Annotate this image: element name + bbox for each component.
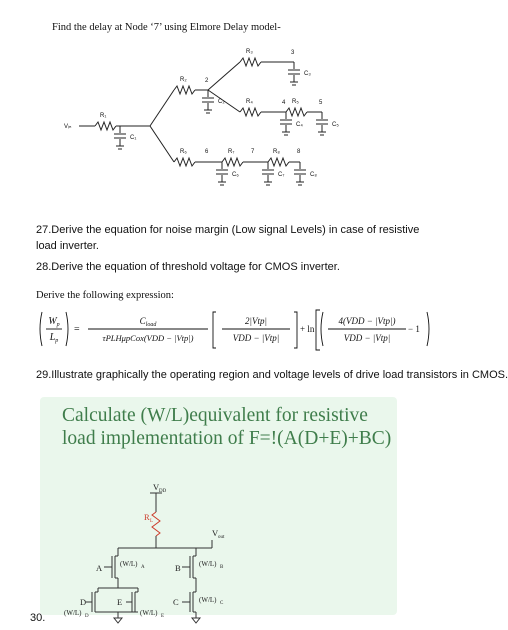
resistor-label: R₆ [180, 149, 187, 155]
svg-text:V: V [153, 482, 160, 492]
capacitor-label: C₈ [310, 172, 317, 178]
input-b-label: B [175, 563, 181, 573]
input-d-label: D [80, 597, 87, 607]
capacitor-label: C₄ [296, 122, 303, 128]
resistor-label: R₈ [273, 149, 280, 155]
svg-text:L: L [150, 519, 154, 524]
input-e-label: E [117, 597, 123, 607]
svg-text:Wp: $W_p$ [48, 316, 60, 328]
question-30-title: Calculate (W/L)equivalent for resistive load implementation of F=!(A(D+E)+BC) [62, 405, 392, 449]
input-c-label: C [173, 597, 179, 607]
node-label: 5 [319, 100, 323, 106]
svg-text:(W/L): (W/L) [199, 560, 217, 568]
formula-denominator-3: VDD − |Vtp| [343, 333, 391, 343]
formula-minus-one: − 1 [408, 324, 420, 334]
page-title: Find the delay at Node ‘7’ using Elmore Delay model- [52, 22, 281, 33]
input-a-label: A [96, 563, 103, 573]
svg-text:Cload: $C_{load}$ [139, 316, 157, 328]
resistor-label: R₂ [180, 77, 187, 83]
capacitor-label: C₁ [130, 135, 137, 141]
resistor-label: R₃ [246, 49, 253, 55]
svg-text:(W/L): (W/L) [120, 560, 138, 568]
svg-text:B: B [220, 565, 224, 570]
node-label: 6 [205, 149, 209, 155]
svg-text:(W/L): (W/L) [64, 609, 82, 617]
svg-text:out: out [218, 535, 225, 540]
svg-text:A: A [141, 565, 145, 570]
capacitor-label: C₅ [332, 122, 339, 128]
svg-text:C: C [220, 601, 224, 606]
resistor-label: R₁ [100, 113, 107, 119]
vin-label: Vᵢₙ [64, 124, 72, 130]
question-27: 27.Derive the equation for noise margin (Low signal Levels) in case of resistive load inverter. [36, 224, 420, 252]
node-label: 3 [291, 50, 295, 56]
node-label: 4 [282, 100, 286, 106]
node-label: 8 [297, 149, 301, 155]
node-label: 2 [205, 78, 209, 84]
formula-numerator-2: 2|Vtp| [245, 316, 267, 326]
resistor-label: R₄ [246, 99, 253, 105]
question-29: 29.Illustrate graphically the operating region and voltage levels of drive load transistors in CMOS. [36, 369, 508, 381]
svg-text:D: D [85, 614, 89, 619]
svg-text:(W/L): (W/L) [199, 596, 217, 604]
capacitor-label: C₆ [232, 172, 239, 178]
question-30-number: 30. [30, 612, 46, 624]
svg-text:=: = [74, 324, 80, 335]
formula-numerator-3: 4(VDD − |Vtp|) [338, 316, 396, 326]
svg-text:V: V [212, 528, 219, 538]
svg-text:DD: DD [159, 489, 167, 494]
resistor-label: R₅ [292, 99, 299, 105]
resistor-label: R₇ [228, 149, 235, 155]
svg-text:(W/L): (W/L) [140, 609, 158, 617]
derive-label: Derive the following expression: [36, 290, 174, 301]
capacitor-label: C₇ [278, 172, 285, 178]
capacitor-label: C₃ [304, 71, 311, 77]
question-28: 28.Derive the equation of threshold voltage for CMOS inverter. [36, 261, 340, 273]
capacitor-label: C₂ [218, 99, 225, 105]
svg-text:R: R [144, 512, 150, 522]
svg-text:E: E [161, 614, 165, 619]
node-label: 7 [251, 149, 255, 155]
formula-denominator-2: VDD − |Vtp| [232, 333, 280, 343]
svg-text:Lp: $L_p$ [49, 332, 59, 344]
formula-denominator-1: τPLHμpCox(VDD − |Vtp|) [102, 333, 194, 343]
formula-ln: + ln [300, 324, 315, 334]
